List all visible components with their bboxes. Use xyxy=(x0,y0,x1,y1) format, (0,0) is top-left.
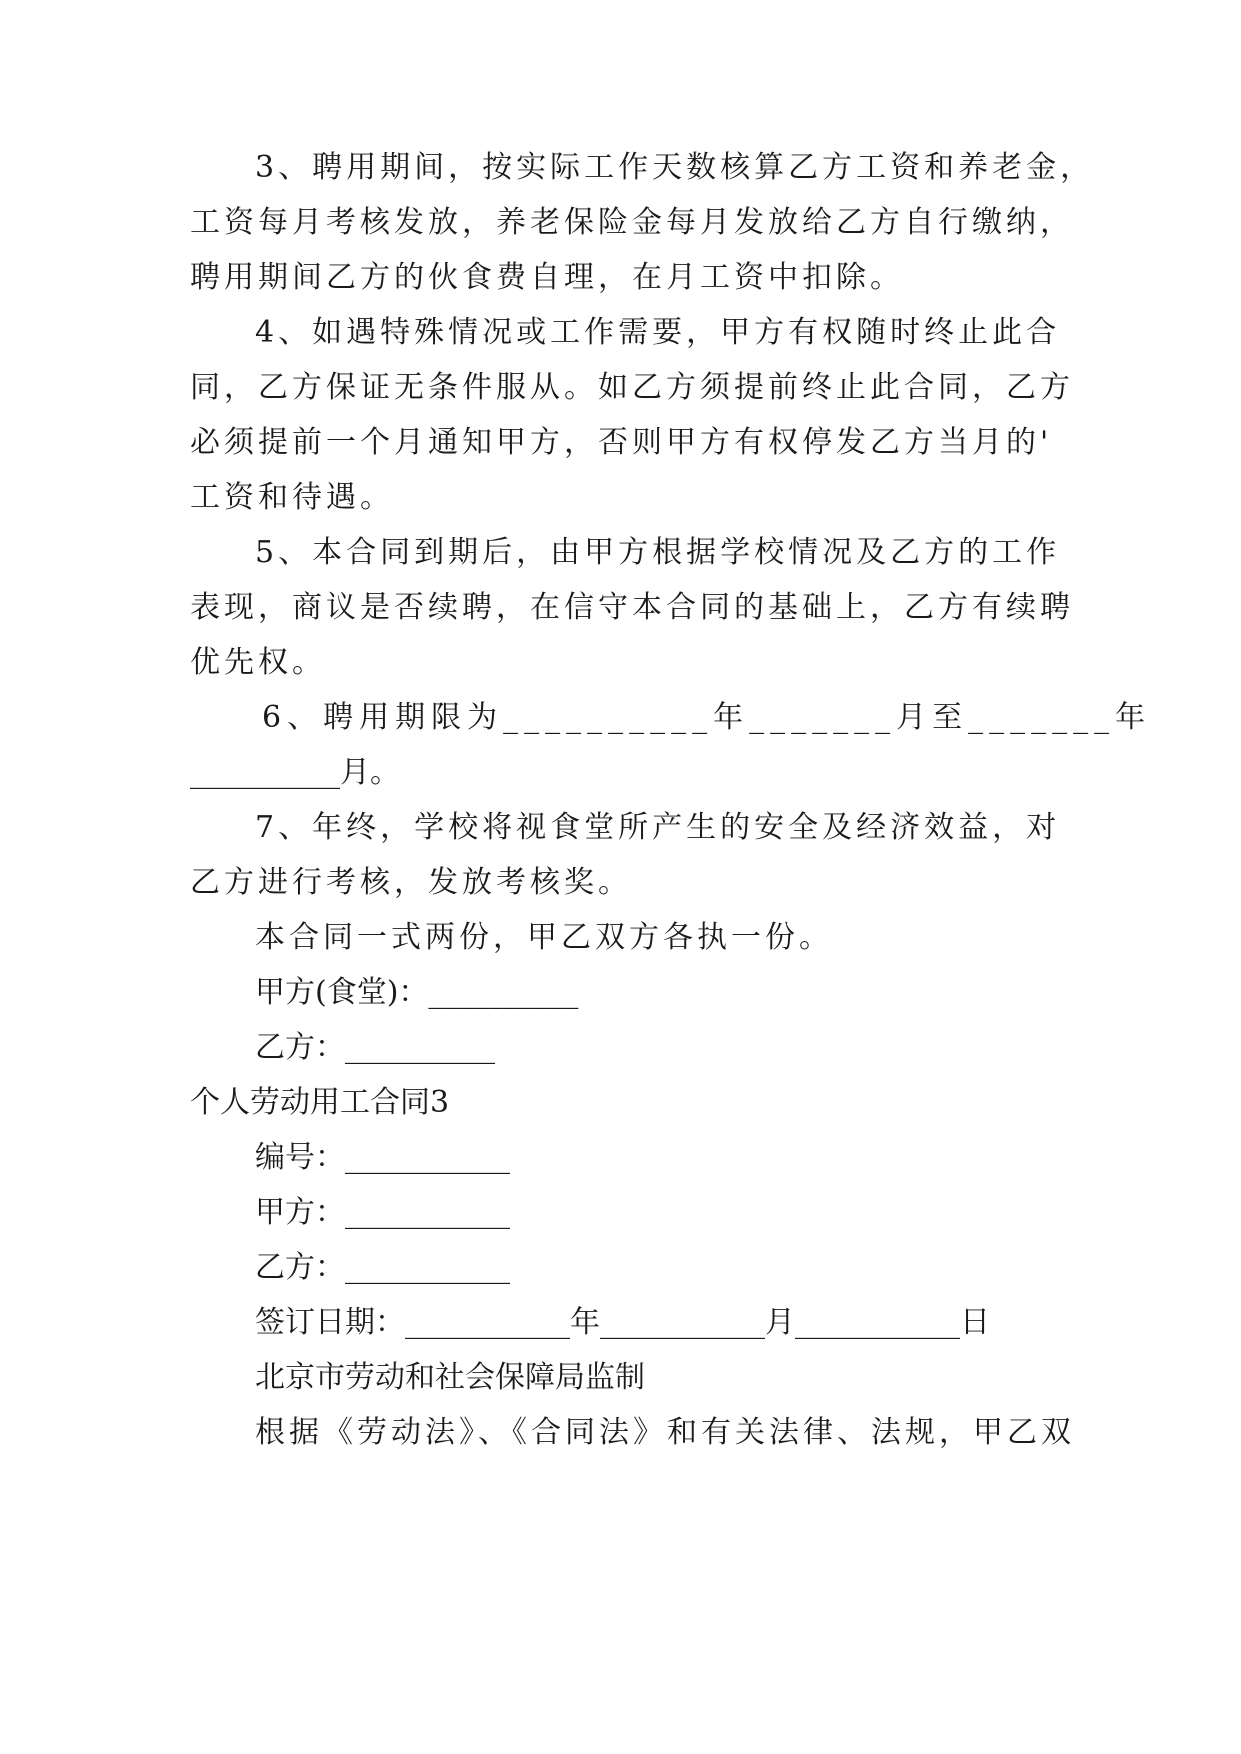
clause-5-line-2: 表现，商议是否续聘，在信守本合同的基础上，乙方有续聘 xyxy=(190,590,1074,625)
clause-5-line-1: 5、本合同到期后，由甲方根据学校情况及乙方的工作 xyxy=(255,535,1061,570)
sign-date-field: 签订日期：___________年___________月___________日 xyxy=(255,1305,990,1340)
clause-3-line-1: 3、聘用期间，按实际工作天数核算乙方工资和养老金， xyxy=(255,150,1095,185)
contract-3-title: 个人劳动用工合同3 xyxy=(190,1085,450,1120)
party-b-signature: 乙方：__________ xyxy=(255,1030,495,1065)
clause-4-line-3: 必须提前一个月通知甲方，否则甲方有权停发乙方当月的' xyxy=(190,425,1053,460)
clause-3-line-3: 聘用期间乙方的伙食费自理，在月工资中扣除。 xyxy=(190,260,904,295)
clause-4-line-2: 同，乙方保证无条件服从。如乙方须提前终止此合同，乙方 xyxy=(190,370,1074,405)
basis-line: 根据《劳动法》、《合同法》和有关法律、法规，甲乙双 xyxy=(255,1415,1075,1450)
clause-5-line-3: 优先权。 xyxy=(190,645,326,680)
clause-3-line-2: 工资每月考核发放，养老保险金每月发放给乙方自行缴纳， xyxy=(190,205,1074,240)
party-b-field: 乙方：___________ xyxy=(255,1250,510,1285)
clause-7-line-2: 乙方进行考核，发放考核奖。 xyxy=(190,865,632,900)
party-a-field: 甲方：___________ xyxy=(255,1195,510,1230)
supervisor-line: 北京市劳动和社会保障局监制 xyxy=(255,1360,645,1395)
clause-6-line-2: __________月。 xyxy=(190,755,400,790)
contract-number: 编号：___________ xyxy=(255,1140,510,1175)
copies-statement: 本合同一式两份，甲乙双方各执一份。 xyxy=(255,920,833,955)
clause-4-line-4: 工资和待遇。 xyxy=(190,480,394,515)
clause-6-line-1: 6、聘用期限为__________年_______月至_______年 xyxy=(262,700,1152,735)
clause-7-line-1: 7、年终，学校将视食堂所产生的安全及经济效益，对 xyxy=(255,810,1061,845)
clause-4-line-1: 4、如遇特殊情况或工作需要，甲方有权随时终止此合 xyxy=(255,315,1061,350)
party-a-canteen-signature: 甲方(食堂)：__________ xyxy=(255,975,579,1010)
